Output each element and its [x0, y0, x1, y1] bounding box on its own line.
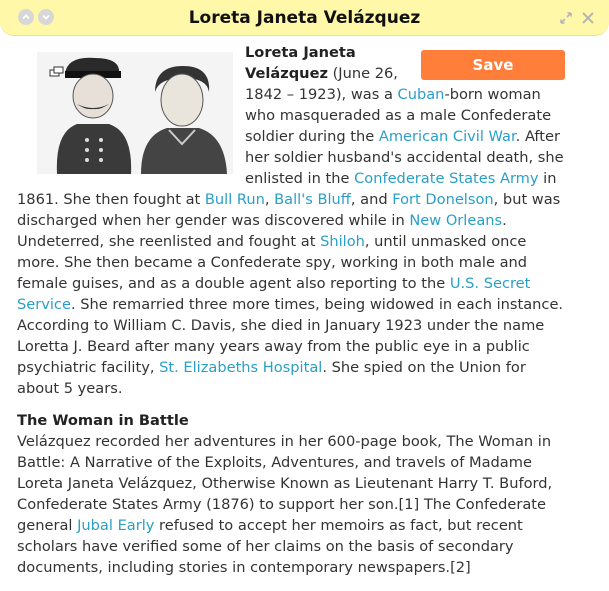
- section-body: Velázquez recorded her adventures in her 600-page book, The Woman in Battle: A Narrative of the Exploits, Adventures, and travels of Madame Loreta Janeta Velázquez, Otherwise Known as Lieutenant Harry T. Buford, Confederate States Army (1876) to support her son.[1] The Confederate general Jubal Early refused to accept her memoirs as fact, but recent scholars have verified some of her claims on the basis of secondary documents, including stories in contemporary newspapers.[2]: [17, 433, 553, 576]
- portrait-image: [37, 52, 233, 174]
- link-bull-run[interactable]: Bull Run: [204, 191, 265, 208]
- close-icon: [581, 11, 595, 25]
- link-jubal-early[interactable]: Jubal Early: [77, 517, 155, 534]
- section-heading: The Woman in Battle: [17, 412, 189, 429]
- image-overlay-icon: [49, 66, 65, 78]
- window-controls: [559, 10, 595, 24]
- link-shiloh[interactable]: Shiloh: [320, 233, 365, 250]
- link-american-civil-war[interactable]: American Civil War: [378, 128, 516, 145]
- resize-button[interactable]: [559, 10, 573, 24]
- link-cuban[interactable]: Cuban: [397, 86, 445, 103]
- link-new-orleans[interactable]: New Orleans: [409, 212, 503, 229]
- link-us-secret-service[interactable]: U.S. Secret Service: [17, 275, 531, 313]
- link-fort-donelson[interactable]: Fort Donelson: [392, 191, 494, 208]
- portrait-illustration: [37, 52, 233, 174]
- save-button[interactable]: Save: [421, 50, 565, 80]
- window-title: Loreta Janeta Velázquez: [188, 8, 421, 28]
- window-titlebar: [0, 0, 609, 36]
- article-content: [17, 42, 565, 578]
- close-button[interactable]: [581, 10, 595, 24]
- link-confederate-states-army[interactable]: Confederate States Army: [354, 170, 539, 187]
- link-balls-bluff[interactable]: Ball's Bluff: [274, 191, 351, 208]
- article-intro: Loreta Janeta Velázquez (June 26, 1842 – 1923), was a Cuban-born woman who masqueraded as a male Confederate soldier during the American Civil War. After her soldier husband's accidental death, she enlisted in the Confederate States Army in 1861. She then fought at Bull Run, Ball's Bluff, and Fort Donelson, but was discharged when her gender was discovered while in New Orleans. Undeterred, she reenlisted and fought at Shiloh, until unmasked once more. She then became a Confederate spy, working in both male and female guises, and as a double agent also reporting to the U.S. Secret Service. She remarried three more times, being widowed in each instance. According to William C. Davis, she died in January 1923 under the name Loretta J. Beard after many years away from the public eye in a public psychiatric facility, St. Elizabeths Hospital. She spied on the Union for about 5 years.: [17, 44, 564, 397]
- expand-icon: [559, 11, 573, 25]
- link-st-elizabeths-hospital[interactable]: St. Elizabeths Hospital: [159, 359, 323, 376]
- subject-name: Loreta Janeta Velázquez: [245, 44, 356, 82]
